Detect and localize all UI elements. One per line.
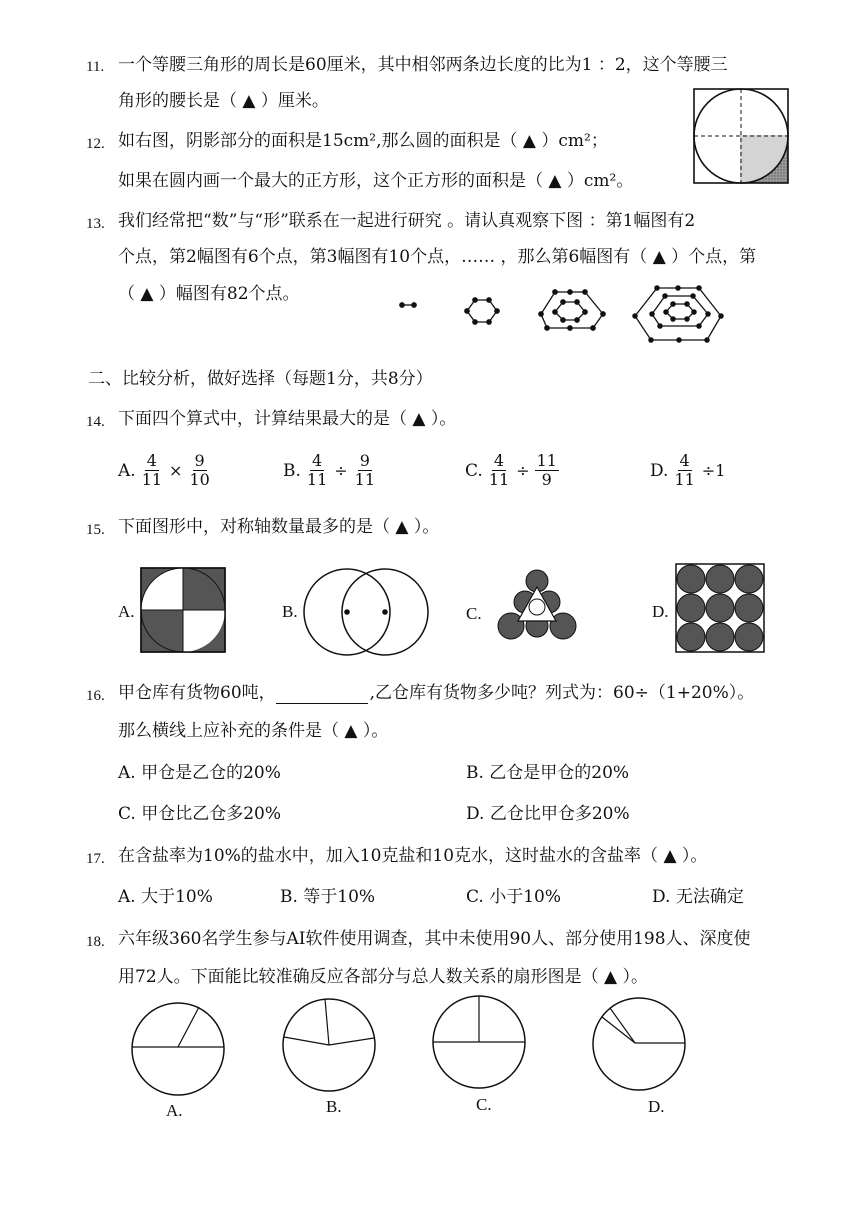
q18-pie-a — [130, 1001, 226, 1097]
q15-label-d[interactable]: D. — [652, 602, 669, 621]
fraction: $\frac{9}{10}$ — [189, 451, 210, 489]
q14-number: 14. — [86, 414, 105, 430]
fraction: $\frac{4}{11}$ — [488, 451, 510, 489]
q13-line3: （ ▲ ）幅图有82个点。 — [118, 284, 300, 304]
q15-figure-b-two-circles — [303, 566, 429, 658]
fraction: $\frac{9}{11}$ — [354, 451, 376, 489]
q14-option-a[interactable]: A. $\frac{4}{11}$ × $\frac{9}{10}$ — [118, 451, 210, 489]
q17-option-d[interactable]: D. 无法确定 — [652, 887, 744, 907]
q15-figure-c-triangle-circles — [496, 569, 578, 643]
q12-line1: 如右图，阴影部分的面积是15cm²,那么圆的面积是（ ▲ ）cm²； — [118, 131, 608, 151]
fraction: $\frac{4}{11}$ — [674, 451, 695, 489]
q12-circle-square-figure — [693, 88, 789, 184]
q18-number: 18. — [86, 934, 105, 950]
q17-option-c[interactable]: C. 小于10% — [466, 887, 561, 907]
q17-option-a[interactable]: A. 大于10% — [118, 887, 213, 907]
q18-label-d[interactable]: D. — [648, 1097, 665, 1116]
q11-line1: 一个等腰三角形的周长是60厘米，其中相邻两条边长度的比为1 ：2，这个等腰三 — [118, 55, 728, 75]
q17-text: 在含盐率为10%的盐水中，加入10克盐和10克水，这时盐水的含盐率（ ▲ ）。 — [118, 846, 708, 866]
q18-line2: 用72人。下面能比较准确反应各部分与总人数关系的扇形图是（ ▲ ）。 — [118, 967, 649, 987]
q18-pie-b — [281, 997, 377, 1093]
q14-option-b[interactable]: B. $\frac{4}{11}$ ÷ $\frac{9}{11}$ — [283, 451, 376, 489]
section2-title: 二、比较分析，做好选择（每题1分，共8分） — [88, 369, 433, 389]
q16-option-a[interactable]: A. 甲仓是乙仓的20% — [118, 763, 281, 783]
fraction: $\frac{11}{9}$ — [536, 451, 557, 489]
q16-option-c[interactable]: C. 甲仓比乙仓多20% — [118, 804, 281, 824]
q15-figure-d-square-circles — [675, 563, 765, 653]
q16-option-b[interactable]: B. 乙仓是甲仓的20% — [466, 763, 630, 783]
q18-label-a[interactable]: A. — [166, 1101, 183, 1120]
q18-label-c[interactable]: C. — [476, 1095, 492, 1114]
q18-line1: 六年级360名学生参与AI软件使用调查，其中未使用90人、部分使用198人、深度使 — [118, 929, 751, 949]
q13-line2: 个点，第2幅图有6个点，第3幅图有10个点，…… ，那么第6幅图有（ ▲ ）个点，第 — [118, 247, 757, 267]
fraction: $\frac{4}{11}$ — [306, 451, 328, 489]
q18-pie-d — [591, 996, 687, 1092]
q15-label-c[interactable]: C. — [466, 604, 482, 623]
q16-blank-line — [276, 687, 368, 704]
q15-text: 下面图形中，对称轴数量最多的是（ ▲ ）。 — [118, 517, 440, 537]
q11-line2: 角形的腰长是（ ▲ ）厘米。 — [118, 91, 329, 111]
q13-line1: 我们经常把“数”与“形”联系在一起进行研究 。请认真观察下图 ：第1幅图有2 — [118, 211, 696, 231]
q14-option-d[interactable]: D. $\frac{4}{11}$ ÷1 — [650, 451, 726, 489]
q14-text: 下面四个算式中，计算结果最大的是（ ▲ ）。 — [118, 409, 457, 429]
q18-label-b[interactable]: B. — [326, 1097, 342, 1116]
q16-line2: 那么横线上应补充的条件是（ ▲ ）。 — [118, 721, 389, 741]
q11-number: 11. — [86, 59, 105, 75]
q13-number: 13. — [86, 216, 105, 232]
q15-label-b[interactable]: B. — [282, 602, 298, 621]
q16-line1: 甲仓库有货物60吨， ,乙仓库有货物多少吨？列式为：60÷（1+20%）。 — [118, 683, 755, 703]
q13-dot-figures — [395, 290, 725, 352]
q15-number: 15. — [86, 522, 105, 538]
fraction: $\frac{4}{11}$ — [141, 451, 163, 489]
q14-option-c[interactable]: C. $\frac{4}{11}$ ÷ $\frac{11}{9}$ — [465, 451, 557, 489]
q15-figure-a-pinwheel — [140, 567, 226, 653]
q18-pie-c — [431, 994, 527, 1090]
q17-number: 17. — [86, 851, 105, 867]
q12-line2: 如果在圆内画一个最大的正方形，这个正方形的面积是（ ▲ ）cm²。 — [118, 171, 634, 191]
q12-number: 12. — [86, 136, 105, 152]
q16-option-d[interactable]: D. 乙仓比甲仓多20% — [466, 804, 630, 824]
q15-label-a[interactable]: A. — [118, 602, 135, 621]
q17-option-b[interactable]: B. 等于10% — [280, 887, 376, 907]
q16-number: 16. — [86, 688, 105, 704]
